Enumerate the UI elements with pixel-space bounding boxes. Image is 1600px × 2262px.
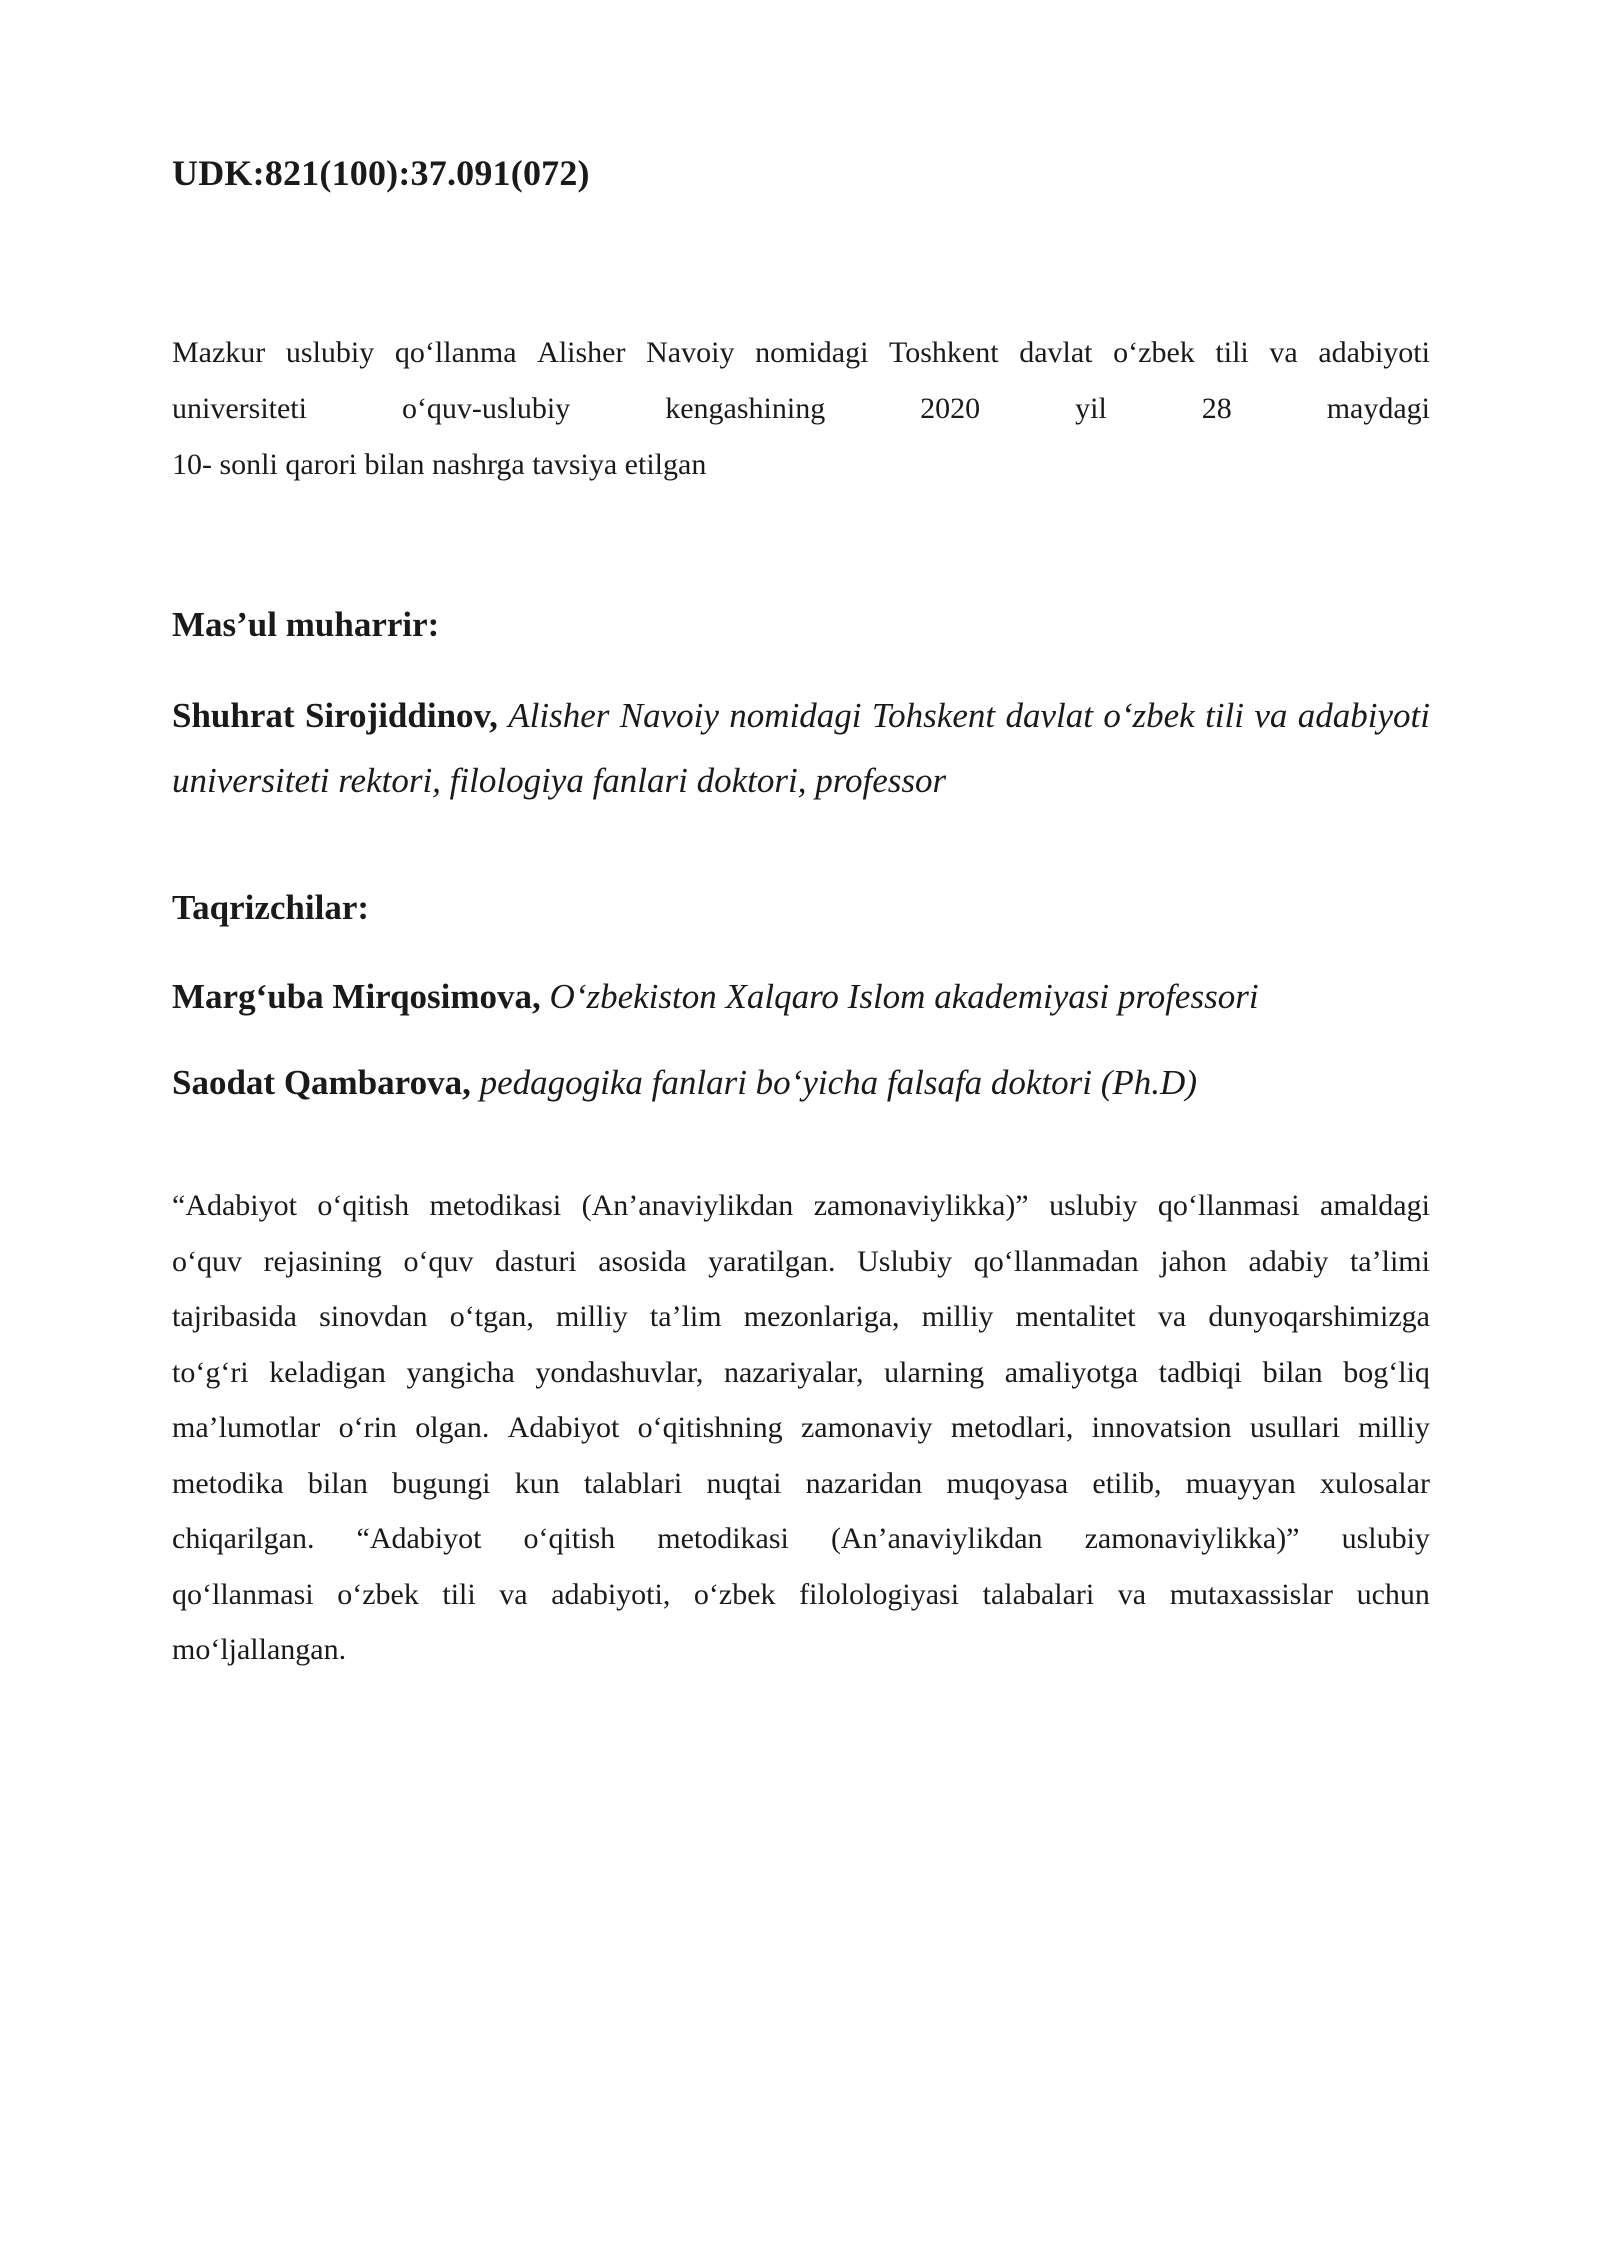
abstract-line <box>172 1456 1430 1512</box>
abstract-word: (An’anaviylikdan <box>581 1189 794 1222</box>
approval-line-1-word: tili <box>1215 336 1249 369</box>
abstract-word: rejasining <box>263 1244 382 1278</box>
abstract-word: xulosalar <box>1319 1466 1430 1500</box>
abstract-word: qo‘llanmadan <box>973 1244 1139 1278</box>
abstract-word: talablari <box>583 1466 683 1500</box>
editor-entry <box>172 683 1430 813</box>
abstract-word: o‘rin <box>338 1411 397 1444</box>
reviewer-entry <box>172 964 1430 1029</box>
abstract-word: va <box>499 1577 528 1611</box>
approval-line-1-word: Mazkur <box>172 336 266 369</box>
abstract-word: tili <box>442 1577 476 1611</box>
abstract-word: ta’lim <box>649 1300 722 1333</box>
abstract-word: mezonlariga, <box>743 1300 900 1333</box>
abstract-word: metodlari, <box>950 1411 1074 1444</box>
abstract-word: metodikasi <box>657 1522 789 1555</box>
reviewers-heading: Taqrizchilar: <box>172 888 370 927</box>
abstract-word: “Adabiyot <box>172 1189 297 1222</box>
abstract-word: adabiyoti, <box>551 1577 671 1611</box>
abstract-word: bilan <box>1262 1355 1323 1389</box>
approval-line-1-word: qo‘llanma <box>394 336 517 369</box>
abstract-word: bugungi <box>392 1466 491 1500</box>
abstract-word: o‘zbek <box>693 1577 776 1611</box>
abstract-word: adabiy <box>1248 1244 1329 1278</box>
abstract-word: (An’anaviylikdan <box>830 1522 1043 1555</box>
abstract-word: Adabiyot <box>507 1411 620 1444</box>
abstract-word: sinovdan <box>319 1300 428 1333</box>
abstract-word: dunyoqarshimizga <box>1208 1300 1430 1333</box>
abstract-line <box>172 1622 1430 1678</box>
abstract-word: yaratilgan. <box>708 1244 836 1278</box>
abstract-word: amaliyotga <box>1004 1355 1139 1389</box>
approval-note <box>172 325 1430 493</box>
abstract-word: o‘qitish <box>317 1189 410 1222</box>
abstract-word: yondashuvlar, <box>535 1355 704 1389</box>
abstract-word: talabalari <box>982 1577 1095 1611</box>
abstract-word: nuqtai <box>706 1466 782 1500</box>
approval-line-1-word: Navoiy <box>646 336 735 369</box>
abstract-word: olgan. <box>415 1411 490 1444</box>
abstract-word: uslubiy <box>1049 1189 1138 1222</box>
abstract-word: uchun <box>1356 1577 1430 1611</box>
abstract-word: qo‘llanmasi <box>172 1577 314 1611</box>
approval-line-2-word: yil <box>1075 392 1107 425</box>
abstract-word: keladigan <box>269 1355 386 1389</box>
approval-line-1-word: uslubiy <box>285 336 375 369</box>
abstract-word: bilan <box>307 1466 368 1500</box>
abstract-word: ta’limi <box>1349 1244 1430 1278</box>
editor-heading: Mas’ul muharrir: <box>172 605 440 644</box>
approval-line-1-word: adabiyoti <box>1318 336 1430 369</box>
abstract-word: o‘zbek <box>337 1577 419 1611</box>
approval-line-2-word: 2020 <box>920 392 981 425</box>
approval-line-1-word: nomidagi <box>755 336 869 369</box>
approval-line-2-word: universiteti <box>172 392 307 425</box>
abstract-word: dasturi <box>495 1244 577 1278</box>
abstract-word: asosida <box>598 1244 687 1278</box>
approval-line-1-word: va <box>1269 336 1298 369</box>
abstract-line <box>172 1234 1430 1290</box>
abstract-word: mo‘ljallangan. <box>172 1633 347 1666</box>
abstract-word: ularning <box>884 1355 985 1389</box>
abstract-word: muqoyasa <box>946 1466 1069 1500</box>
abstract-word: milliy <box>556 1300 628 1333</box>
abstract-word: mutaxassislar <box>1169 1577 1333 1611</box>
abstract-word: milliy <box>1358 1411 1430 1444</box>
abstract-word: o‘quv <box>172 1244 242 1278</box>
abstract-word: kun <box>514 1466 560 1500</box>
abstract-word: zamonaviy <box>800 1411 933 1444</box>
abstract-line <box>172 1345 1430 1401</box>
approval-line-2-word: o‘quv-uslubiy <box>401 392 571 425</box>
abstract-line <box>172 1400 1430 1456</box>
approval-line-3: 10- sonli qarori bilan nashrga tavsiya etilgan <box>172 448 707 481</box>
abstract-word: chiqarilgan. <box>172 1522 315 1555</box>
approval-line-1-word: o‘zbek <box>1113 336 1195 369</box>
udk-code: UDK:821(100):37.091(072) <box>172 153 590 193</box>
reviewer-name: Saodat Qambarova, <box>172 1063 471 1102</box>
abstract-word: amaldagi <box>1320 1189 1430 1222</box>
abstract-word: bog‘liq <box>1343 1355 1430 1389</box>
abstract-word: muayyan <box>1185 1466 1296 1500</box>
abstract-word: filolologiyasi <box>799 1577 960 1611</box>
abstract-word: o‘qitishning <box>637 1411 783 1444</box>
abstract-word: nazariyalar, <box>723 1355 864 1389</box>
approval-line-2-word: maydagi <box>1326 392 1430 425</box>
abstract-word: va <box>1157 1300 1187 1333</box>
abstract-line <box>172 1178 1430 1234</box>
abstract-word: ma’lumotlar <box>172 1411 321 1444</box>
abstract-word: Uslubiy <box>857 1244 953 1278</box>
abstract-word: tadbiqi <box>1158 1355 1242 1389</box>
approval-line-2-word: kengashining <box>665 392 826 425</box>
abstract-word: nazaridan <box>805 1466 923 1500</box>
abstract-word: to‘g‘ri <box>172 1355 249 1389</box>
approval-line-1-word: davlat <box>1019 336 1093 369</box>
editor-role: Alisher Navoiy nomidagi Tohskent davlat o‘zbek tili va adabiyoti universiteti rektori, filologiya fanlari doktori, professor <box>172 696 1431 800</box>
reviewer-name: Marg‘uba Mirqosimova, <box>172 977 541 1016</box>
reviewer-role: O‘zbekiston Xalqaro Islom akademiyasi professori <box>549 977 1259 1016</box>
abstract-word: milliy <box>921 1300 994 1333</box>
abstract-word: metodika <box>172 1466 284 1500</box>
reviewer-entry <box>172 1050 1430 1115</box>
abstract-word: usullari <box>1249 1411 1340 1444</box>
abstract-word: innovatsion <box>1091 1411 1232 1444</box>
abstract-word: tajribasida <box>172 1300 297 1333</box>
abstract-word: o‘qitish <box>523 1522 616 1555</box>
editor-name: Shuhrat Sirojiddinov, <box>172 696 498 735</box>
abstract-word: etilib, <box>1092 1466 1162 1500</box>
approval-line-1 <box>172 325 1430 381</box>
reviewer-role: pedagogika fanlari bo‘yicha falsafa doktori (Ph.D) <box>479 1063 1197 1102</box>
approval-line-1-word: Alisher <box>537 336 626 369</box>
abstract-line <box>172 1289 1430 1345</box>
abstract-word: va <box>1117 1577 1147 1611</box>
abstract-word: yangicha <box>406 1355 515 1389</box>
approval-line-2-word: 28 <box>1201 392 1232 425</box>
approval-line-2 <box>172 381 1430 437</box>
abstract-word: uslubiy <box>1341 1522 1430 1555</box>
abstract-word: “Adabiyot <box>356 1522 482 1555</box>
abstract-line <box>172 1511 1430 1567</box>
abstract-word: qo‘llanmasi <box>1157 1189 1300 1222</box>
abstract-word: mentalitet <box>1015 1300 1136 1333</box>
abstract-word: o‘tgan, <box>449 1300 534 1333</box>
abstract-word: jahon <box>1160 1244 1227 1278</box>
abstract-word: o‘quv <box>403 1244 474 1278</box>
abstract-word: zamonaviylikka)” <box>1084 1522 1300 1555</box>
abstract-line <box>172 1567 1430 1623</box>
abstract-paragraph <box>172 1178 1430 1678</box>
abstract-word: zamonaviylikka)” <box>813 1189 1029 1222</box>
abstract-word: metodikasi <box>429 1189 562 1222</box>
approval-line-1-word: Toshkent <box>889 336 999 369</box>
